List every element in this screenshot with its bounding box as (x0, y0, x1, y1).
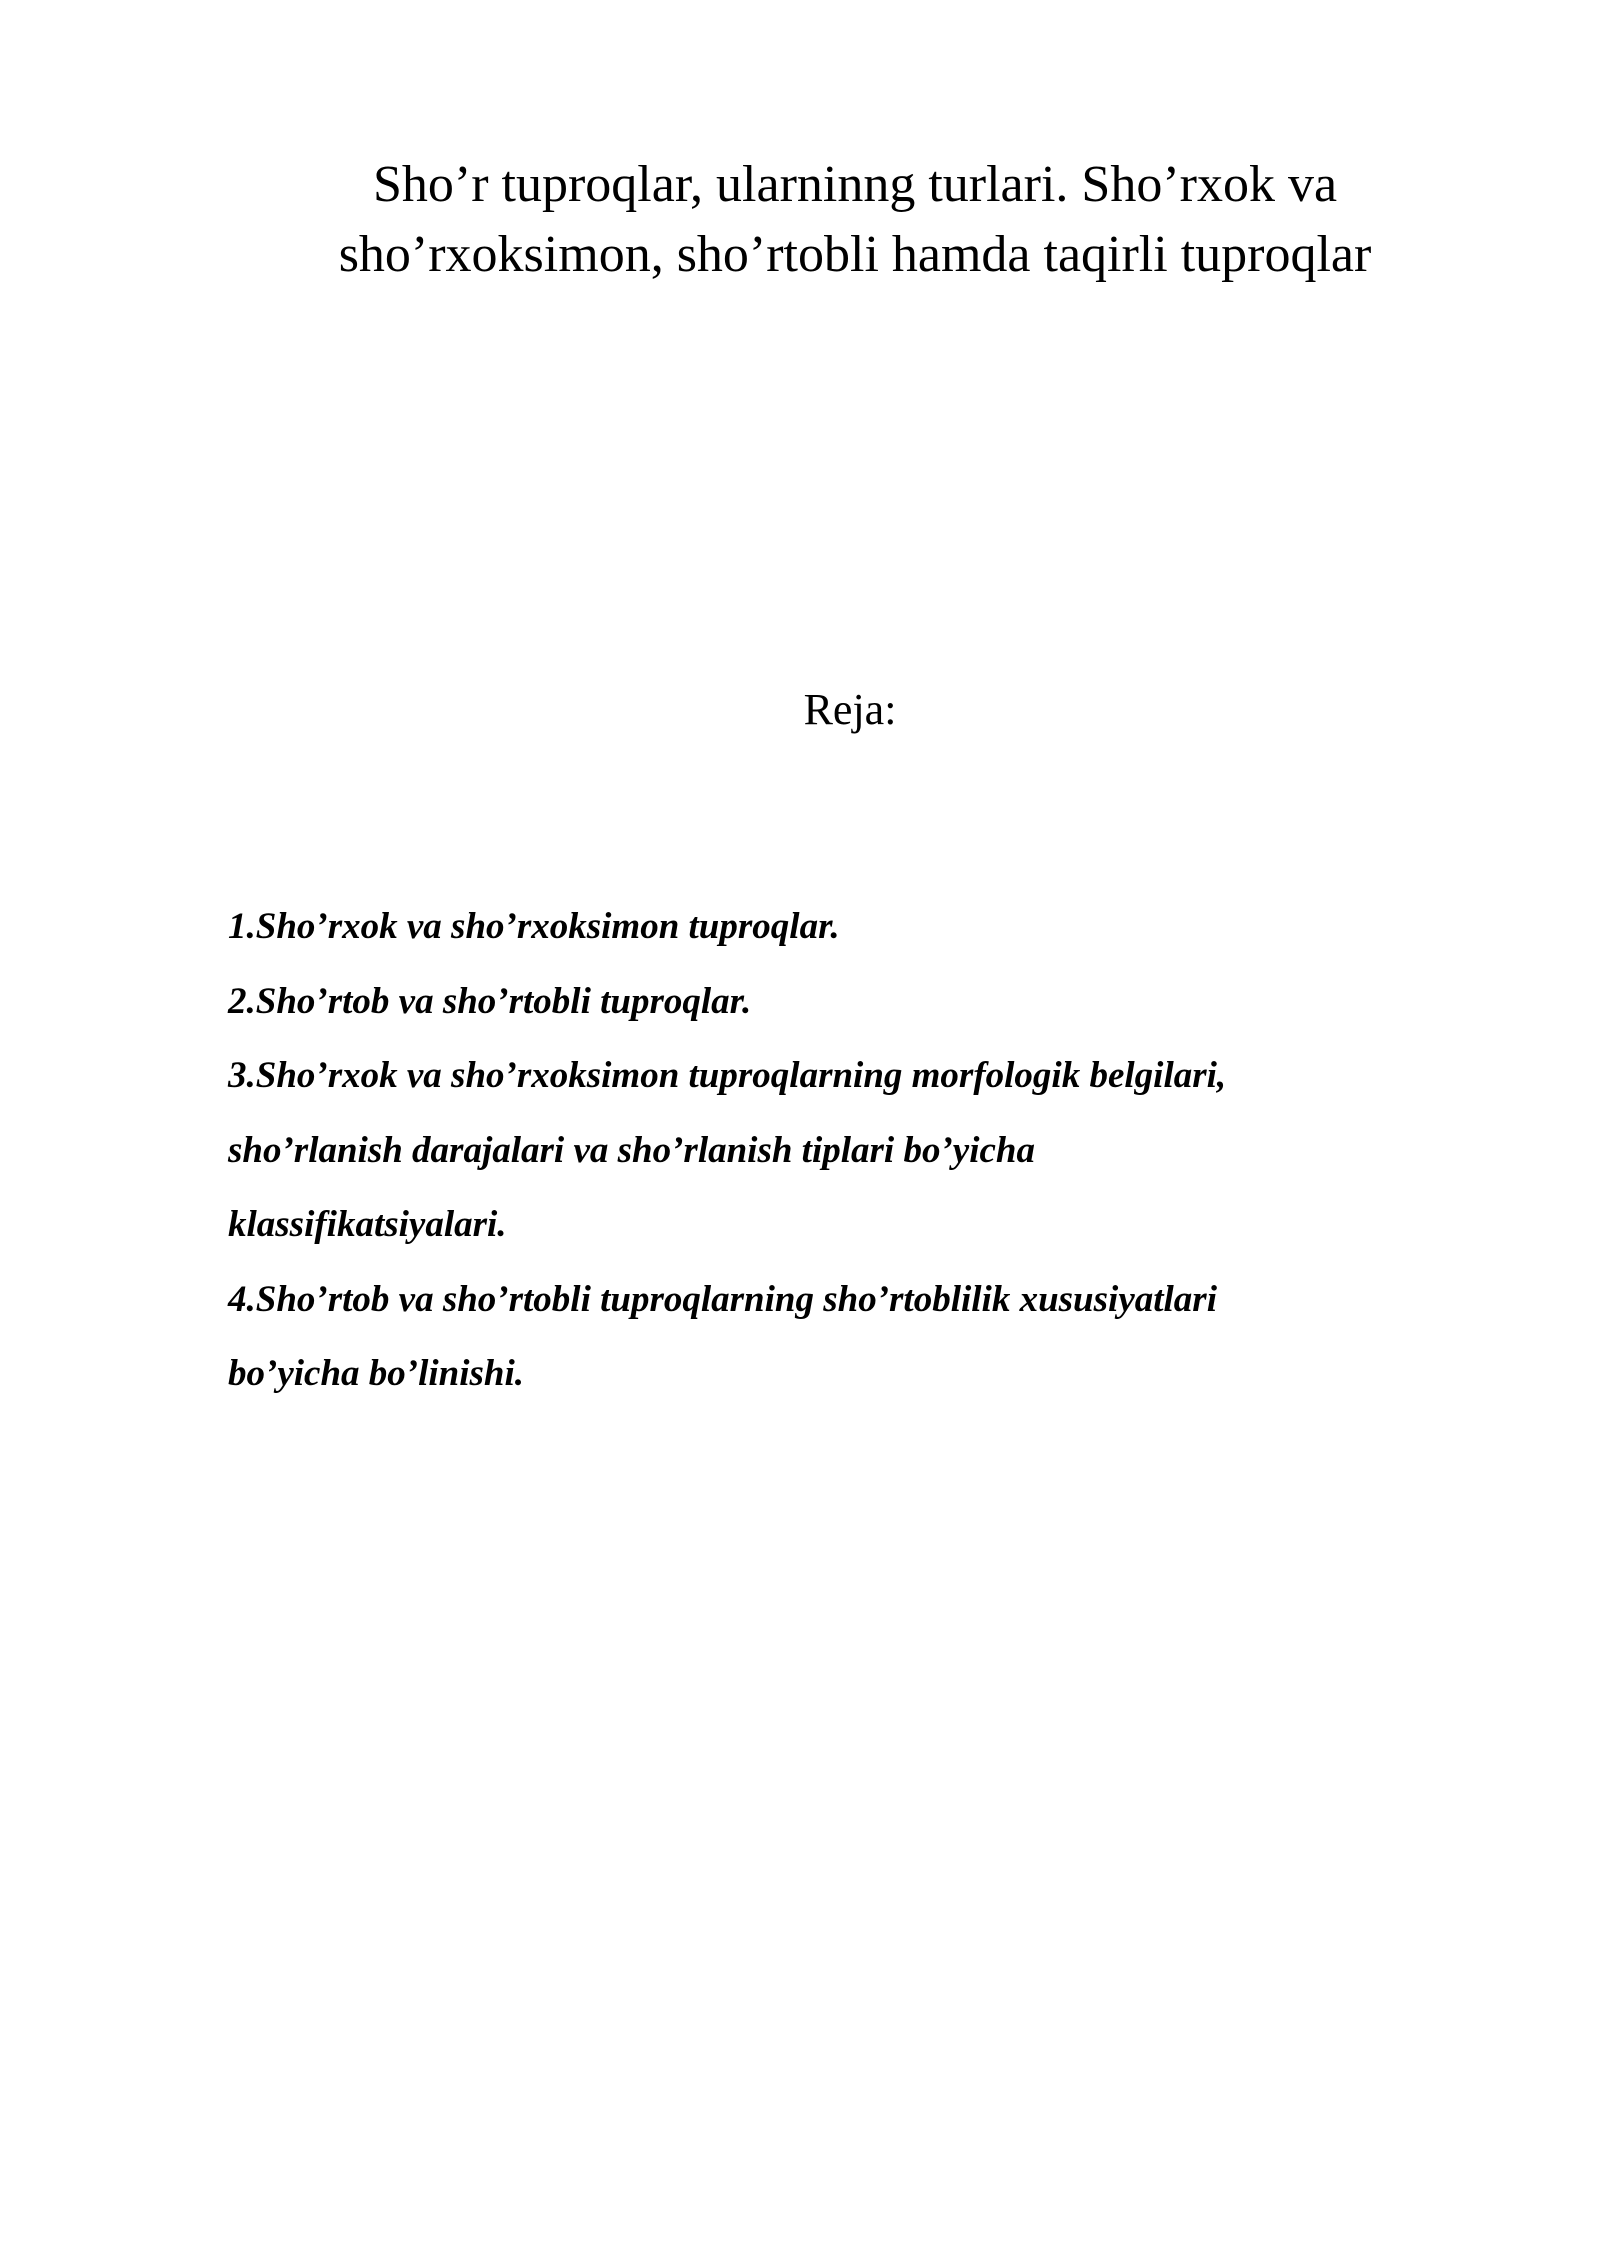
plan-item-line: 1.Sho’rxok va sho’rxoksimon tuproqlar. (228, 906, 840, 947)
plan-item (228, 890, 1488, 965)
document-title (220, 150, 1490, 290)
title-line: sho’rxoksimon, sho’rtobli hamda taqirli tuproqlar (338, 226, 1372, 283)
plan-item-line: sho’rlanish darajalari va sho’rlanish tiplari bo’yicha (228, 1129, 1035, 1171)
plan-list (228, 890, 1488, 1412)
plan-item-line: 3.Sho’rxok va sho’rxoksimon tuproqlarning morfologik belgilari, (228, 1055, 1227, 1096)
plan-item (228, 965, 1488, 1040)
plan-heading: Reja: (803, 685, 897, 734)
plan-item-line: 4.Sho’rtob va sho’rtobli tuproqlarning sho’rtoblilik xususiyatlari (228, 1278, 1217, 1320)
plan-item-line: klassifikatsiyalari. (228, 1204, 507, 1245)
title-line: Sho’r tuproqlar, ularninng turlari. Sho’rxok va (372, 156, 1338, 213)
plan-item (228, 1039, 1488, 1263)
plan-item (228, 1263, 1488, 1412)
plan-item-line: 2.Sho’rtob va sho’rtobli tuproqlar. (228, 980, 752, 1022)
plan-item-line: bo’yicha bo’linishi. (228, 1353, 525, 1394)
